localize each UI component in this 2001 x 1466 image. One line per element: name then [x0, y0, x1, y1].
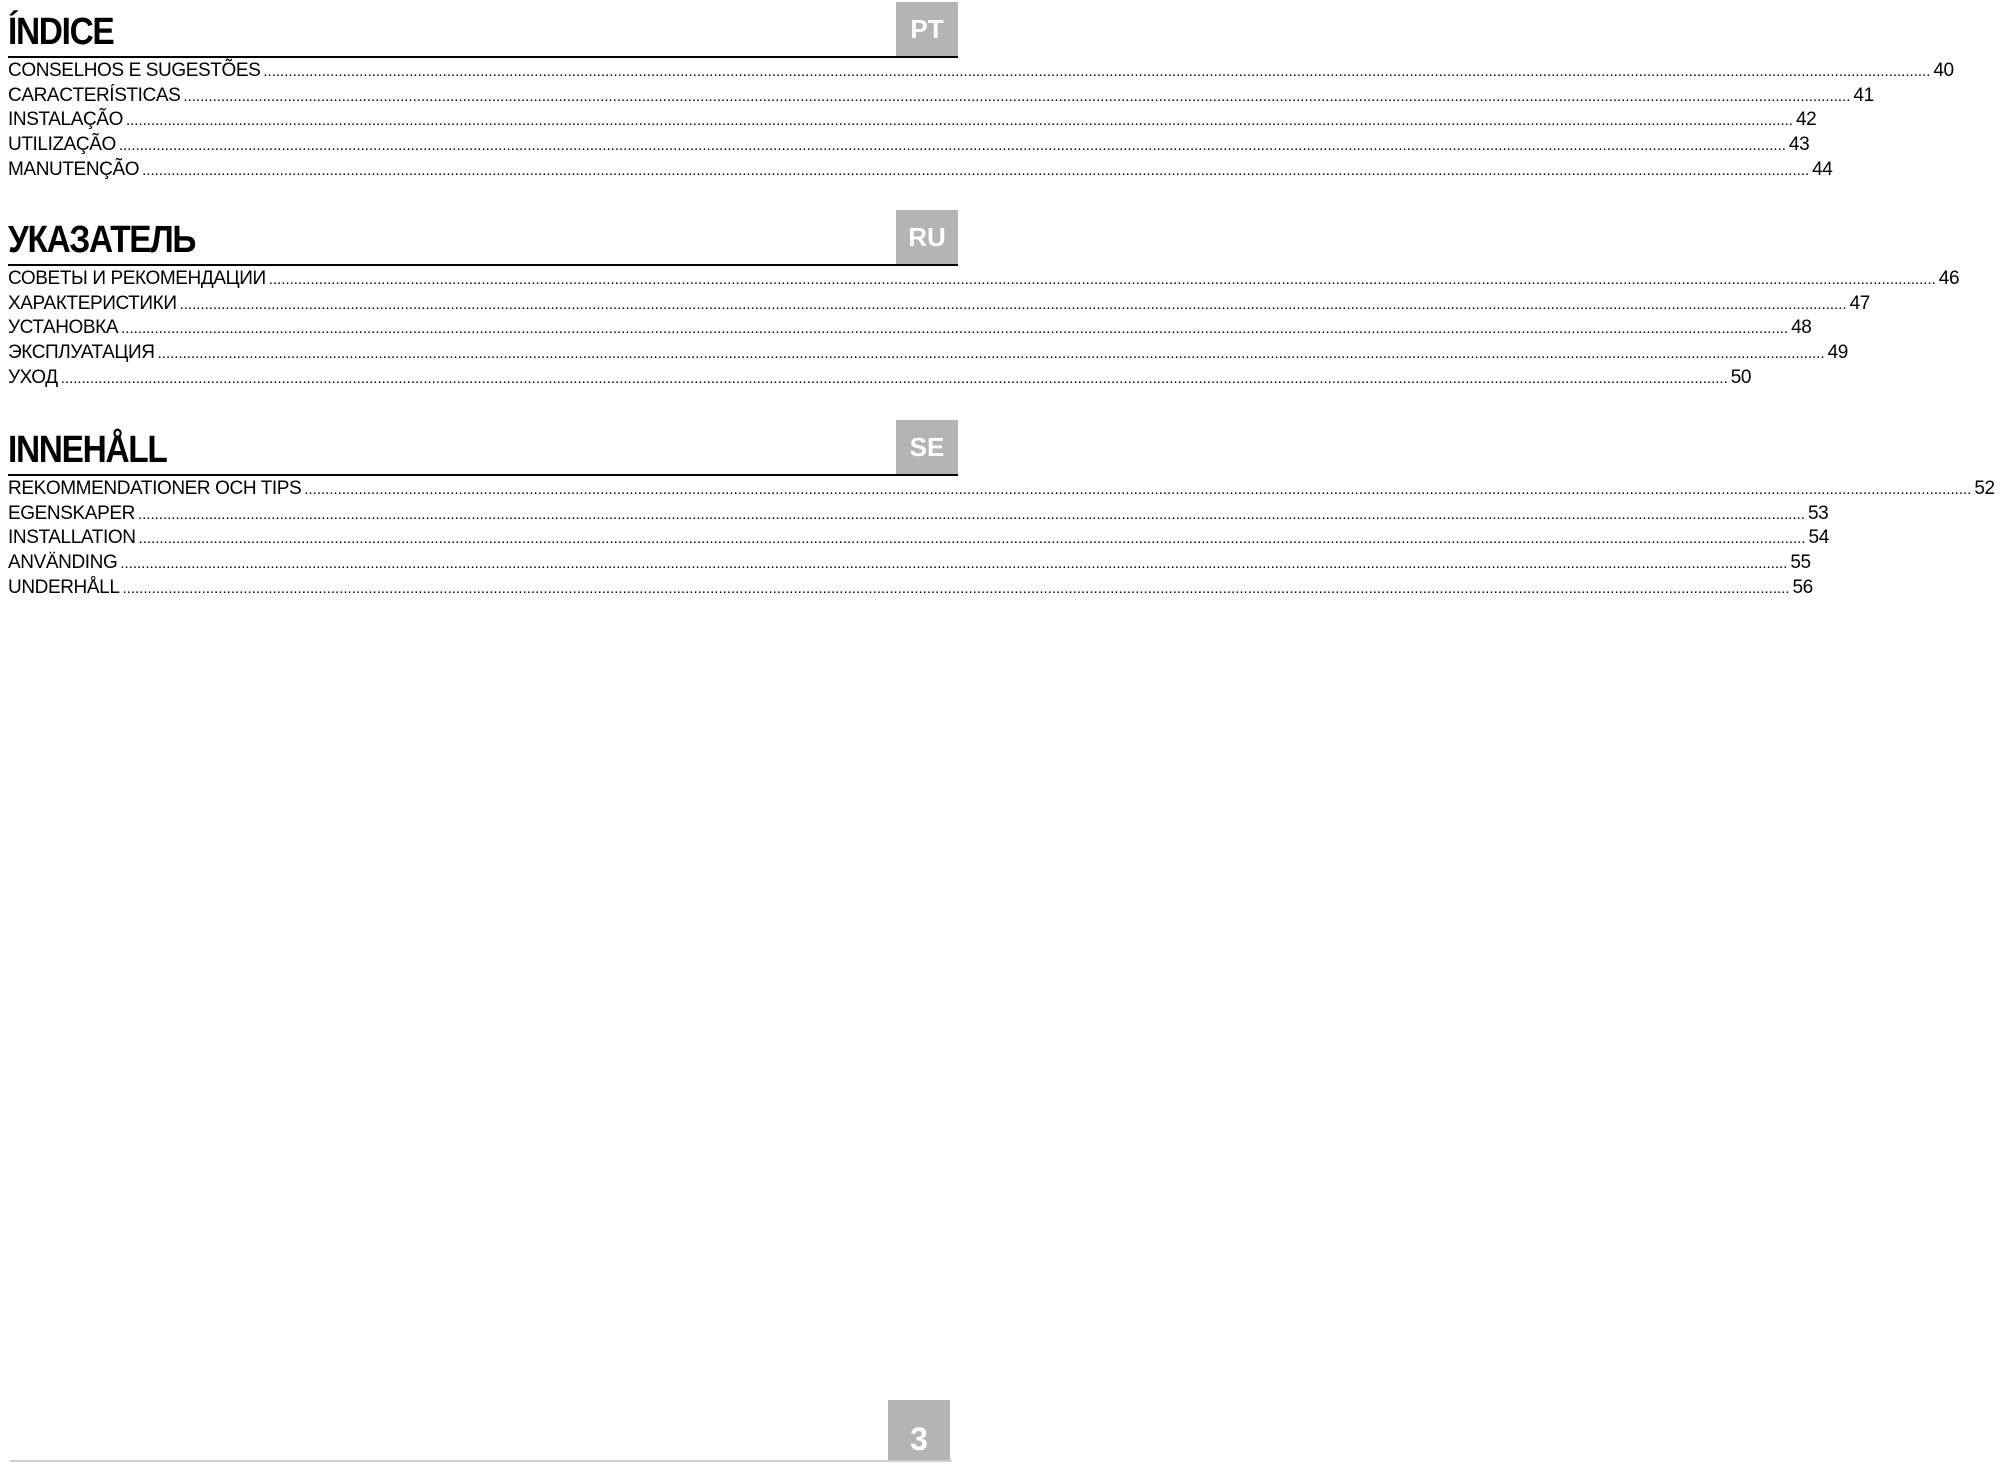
dot-leader: ................................................................................................................................................................................................................................................................................................................................................................................................................: [268, 271, 1936, 288]
page-number: 3: [888, 1400, 950, 1460]
toc-entry-page: 43: [1788, 134, 1810, 156]
toc-entry-label: ЭКСПЛУАТАЦИЯ: [8, 342, 155, 364]
dot-leader: ................................................................................................................................................................................................................................................................................................................................................................................................................: [122, 579, 1790, 597]
page-bottom-rule: [10, 1460, 952, 1462]
toc-entry-page: 48: [1791, 317, 1812, 339]
dot-leader: ................................................................................................................................................................................................................................................................................................................................................................................................................: [120, 555, 1788, 573]
language-badge: SE: [896, 420, 958, 474]
toc-entry-page: 42: [1795, 109, 1817, 131]
toc-entry-page: 44: [1812, 158, 1833, 180]
toc-entry[interactable]: [8, 551, 1811, 576]
toc-entry-page: 54: [1808, 527, 1829, 549]
section-title: УКАЗАТЕЛЬ: [8, 219, 196, 261]
section-header: [8, 208, 958, 266]
toc-list: [8, 267, 1960, 390]
section-title: INNEHÅLL: [8, 429, 167, 471]
toc-entry[interactable]: [8, 502, 1829, 527]
toc-entry-page: 52: [1974, 478, 1995, 499]
toc-entry[interactable]: [8, 158, 1833, 183]
dot-leader: ................................................................................................................................................................................................................................................................................................................................................................................................................: [121, 320, 1789, 338]
toc-entry-label: INSTALAÇÃO: [8, 109, 123, 131]
toc-entry-label: EGENSKAPER: [8, 502, 135, 524]
toc-section-se: [8, 418, 1995, 600]
toc-section-ru: [8, 208, 1960, 390]
toc-entry[interactable]: [8, 576, 1813, 601]
toc-entry-page: 50: [1730, 366, 1752, 388]
toc-entry[interactable]: [8, 477, 1995, 502]
toc-entry[interactable]: [8, 366, 1752, 391]
toc-entry-label: УСТАНОВКА: [8, 317, 119, 339]
toc-entry[interactable]: [8, 133, 1810, 158]
section-title: ÍNDICE: [8, 11, 114, 53]
dot-leader: ................................................................................................................................................................................................................................................................................................................................................................................................................: [183, 87, 1851, 105]
toc-entry-page: 49: [1827, 342, 1848, 364]
toc-entry-label: CONSELHOS E SUGESTÕES: [8, 60, 261, 81]
dot-leader: ................................................................................................................................................................................................................................................................................................................................................................................................................: [125, 112, 1793, 130]
toc-entry-label: CARACTERÍSTICAS: [8, 84, 181, 106]
toc-entry[interactable]: [8, 316, 1812, 341]
toc-entry-page: 56: [1792, 576, 1813, 598]
toc-entry-label: ХАРАКТЕРИСТИКИ: [8, 292, 177, 314]
section-header: [8, 0, 958, 58]
dot-leader: ................................................................................................................................................................................................................................................................................................................................................................................................................: [157, 345, 1825, 363]
section-header: [8, 418, 958, 476]
toc-entry-page: 46: [1938, 268, 1960, 289]
toc-list: [8, 59, 1954, 182]
toc-entry-label: СОВЕТЫ И РЕКОМЕНДАЦИИ: [8, 268, 266, 289]
toc-entry-label: UNDERHÅLL: [8, 576, 120, 598]
dot-leader: ................................................................................................................................................................................................................................................................................................................................................................................................................: [304, 481, 1972, 498]
dot-leader: ................................................................................................................................................................................................................................................................................................................................................................................................................: [179, 295, 1847, 313]
toc-entry[interactable]: [8, 292, 1870, 317]
toc-entry[interactable]: [8, 59, 1954, 84]
toc-entry-label: UTILIZAÇÃO: [8, 134, 116, 156]
toc-entry-page: 47: [1849, 292, 1870, 314]
toc-entry-page: 53: [1807, 502, 1829, 524]
toc-entry-label: ANVÄNDING: [8, 552, 118, 574]
dot-leader: ................................................................................................................................................................................................................................................................................................................................................................................................................: [263, 63, 1931, 80]
toc-entry[interactable]: [8, 84, 1874, 109]
toc-entry[interactable]: [8, 526, 1829, 551]
toc-entry-label: REKOMMENDATIONER OCH TIPS: [8, 478, 302, 499]
toc-entry-label: MANUTENÇÃO: [8, 158, 140, 180]
toc-section-pt: [8, 0, 1954, 182]
language-badge: PT: [896, 2, 958, 56]
dot-leader: ................................................................................................................................................................................................................................................................................................................................................................................................................: [137, 505, 1805, 523]
toc-entry-page: 41: [1853, 84, 1874, 106]
language-badge: RU: [896, 210, 958, 264]
toc-entry-label: INSTALLATION: [8, 527, 136, 549]
toc-list: [8, 477, 1995, 600]
toc-entry[interactable]: [8, 267, 1960, 292]
toc-entry-page: 55: [1790, 552, 1811, 574]
toc-entry[interactable]: [8, 108, 1817, 133]
dot-leader: ................................................................................................................................................................................................................................................................................................................................................................................................................: [142, 161, 1810, 179]
dot-leader: ................................................................................................................................................................................................................................................................................................................................................................................................................: [118, 137, 1786, 155]
dot-leader: ................................................................................................................................................................................................................................................................................................................................................................................................................: [138, 530, 1806, 548]
toc-entry[interactable]: [8, 341, 1848, 366]
dot-leader: ................................................................................................................................................................................................................................................................................................................................................................................................................: [60, 369, 1728, 387]
toc-entry-label: УХОД: [8, 366, 58, 388]
toc-entry-page: 40: [1933, 60, 1954, 81]
